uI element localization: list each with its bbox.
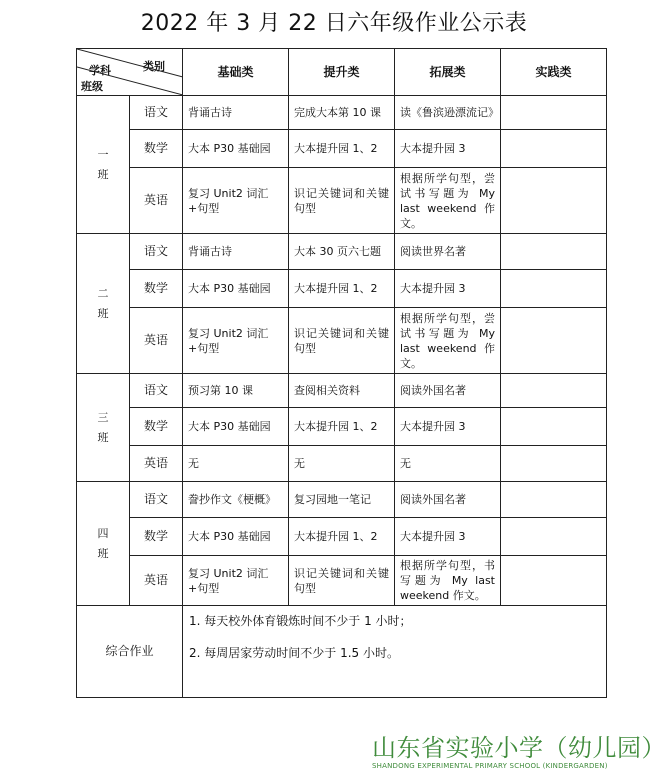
column-header-extend: 拓展类 bbox=[395, 49, 501, 96]
practice-cell bbox=[501, 308, 607, 374]
basic-cell: 无 bbox=[183, 446, 289, 482]
page-title: 2022 年 3 月 22 日六年级作业公示表 bbox=[140, 11, 528, 36]
summary-line: 2. 每周居家劳动时间不少于 1.5 小时。 bbox=[189, 646, 399, 660]
basic-cell: 大本 P30 基础园 bbox=[183, 130, 289, 168]
basic-cell: 复习 Unit2 词汇+句型 bbox=[183, 168, 289, 234]
extend-cell: 大本提升园 3 bbox=[395, 518, 501, 556]
practice-cell bbox=[501, 518, 607, 556]
subject-cell: 语文 bbox=[130, 482, 183, 518]
improve-cell: 识记关键词和关键句型 bbox=[289, 168, 395, 234]
extend-cell: 根据所学句型，书写题为 My last weekend 作文。 bbox=[395, 556, 501, 606]
improve-cell: 大本提升园 1、2 bbox=[289, 408, 395, 446]
extend-cell: 大本提升园 3 bbox=[395, 130, 501, 168]
class-label bbox=[77, 482, 130, 606]
subject-cell: 英语 bbox=[130, 446, 183, 482]
corner-header bbox=[77, 49, 183, 96]
class-label-char: 二 bbox=[97, 286, 109, 300]
subject-cell: 英语 bbox=[130, 168, 183, 234]
extend-cell: 大本提升园 3 bbox=[395, 408, 501, 446]
basic-cell: 预习第 10 课 bbox=[183, 374, 289, 408]
extend-cell: 阅读外国名著 bbox=[395, 482, 501, 518]
improve-cell: 大本 30 页六七题 bbox=[289, 234, 395, 270]
improve-cell: 识记关键词和关键句型 bbox=[289, 308, 395, 374]
practice-cell bbox=[501, 168, 607, 234]
practice-cell bbox=[501, 374, 607, 408]
corner-class-label: 班级 bbox=[81, 80, 103, 93]
practice-cell bbox=[501, 556, 607, 606]
class-label-char: 一 bbox=[97, 147, 109, 161]
subject-cell: 数学 bbox=[130, 408, 183, 446]
summary-row bbox=[77, 606, 607, 698]
subject-cell: 语文 bbox=[130, 374, 183, 408]
subject-cell: 数学 bbox=[130, 270, 183, 308]
practice-cell bbox=[501, 234, 607, 270]
table-row bbox=[77, 446, 607, 482]
subject-cell: 语文 bbox=[130, 234, 183, 270]
basic-cell: 背诵古诗 bbox=[183, 234, 289, 270]
subject-cell: 数学 bbox=[130, 518, 183, 556]
class-label-char: 班 bbox=[97, 306, 109, 320]
class-label-char: 班 bbox=[97, 546, 109, 560]
table-row bbox=[77, 234, 607, 270]
class-label-char: 三 bbox=[97, 410, 109, 424]
basic-cell: 背诵古诗 bbox=[183, 96, 289, 130]
improve-cell: 查阅相关资料 bbox=[289, 374, 395, 408]
table-row bbox=[77, 130, 607, 168]
table-row bbox=[77, 168, 607, 234]
extend-cell: 根据所学句型，尝试书写题为 My last weekend 作文。 bbox=[395, 308, 501, 374]
improve-cell: 完成大本第 10 课 bbox=[289, 96, 395, 130]
class-label-char: 班 bbox=[97, 430, 109, 444]
improve-cell: 大本提升园 1、2 bbox=[289, 518, 395, 556]
practice-cell bbox=[501, 96, 607, 130]
column-header-basic: 基础类 bbox=[183, 49, 289, 96]
class-label bbox=[77, 234, 130, 374]
corner-subject-label: 学科 bbox=[89, 64, 111, 77]
header-row bbox=[77, 49, 607, 96]
basic-cell: 大本 P30 基础园 bbox=[183, 270, 289, 308]
table-row bbox=[77, 270, 607, 308]
improve-cell: 大本提升园 1、2 bbox=[289, 130, 395, 168]
basic-cell: 大本 P30 基础园 bbox=[183, 518, 289, 556]
basic-cell: 复习 Unit2 词汇+句型 bbox=[183, 308, 289, 374]
subject-cell: 英语 bbox=[130, 308, 183, 374]
homework-table bbox=[76, 48, 607, 698]
basic-cell: 誊抄作文《梗概》 bbox=[183, 482, 289, 518]
column-header-improve: 提升类 bbox=[289, 49, 395, 96]
table-row bbox=[77, 308, 607, 374]
table-row bbox=[77, 408, 607, 446]
basic-cell: 大本 P30 基础园 bbox=[183, 408, 289, 446]
summary-line: 1. 每天校外体育锻炼时间不少于 1 小时； bbox=[189, 614, 412, 628]
table-row bbox=[77, 96, 607, 130]
subject-cell: 语文 bbox=[130, 96, 183, 130]
extend-cell: 读《鲁滨逊漂流记》 bbox=[395, 96, 501, 130]
class-label bbox=[77, 374, 130, 482]
subject-cell: 数学 bbox=[130, 130, 183, 168]
extend-cell: 大本提升园 3 bbox=[395, 270, 501, 308]
practice-cell bbox=[501, 130, 607, 168]
table-row bbox=[77, 518, 607, 556]
school-name-english: SHANDONG EXPERIMENTAL PRIMARY SCHOOL (KINDERGARDEN) bbox=[372, 762, 608, 770]
practice-cell bbox=[501, 482, 607, 518]
school-name-chinese: 山东省实验小学（幼儿园） bbox=[372, 734, 666, 762]
extend-cell: 根据所学句型，尝试书写题为 My last weekend 作文。 bbox=[395, 168, 501, 234]
table-row bbox=[77, 556, 607, 606]
extend-cell: 无 bbox=[395, 446, 501, 482]
summary-content bbox=[183, 606, 607, 698]
practice-cell bbox=[501, 270, 607, 308]
class-label-char: 四 bbox=[97, 526, 109, 540]
class-label-char: 班 bbox=[97, 167, 109, 181]
improve-cell: 无 bbox=[289, 446, 395, 482]
improve-cell: 复习园地一笔记 bbox=[289, 482, 395, 518]
table-row bbox=[77, 374, 607, 408]
subject-cell: 英语 bbox=[130, 556, 183, 606]
table-row bbox=[77, 482, 607, 518]
improve-cell: 大本提升园 1、2 bbox=[289, 270, 395, 308]
extend-cell: 阅读外国名著 bbox=[395, 374, 501, 408]
corner-category-label: 类别 bbox=[143, 60, 165, 73]
basic-cell: 复习 Unit2 词汇+句型 bbox=[183, 556, 289, 606]
column-header-practice: 实践类 bbox=[501, 49, 607, 96]
extend-cell: 阅读世界名著 bbox=[395, 234, 501, 270]
summary-label: 综合作业 bbox=[77, 606, 183, 698]
class-label bbox=[77, 96, 130, 234]
improve-cell: 识记关键词和关键句型 bbox=[289, 556, 395, 606]
practice-cell bbox=[501, 408, 607, 446]
school-logo bbox=[372, 728, 664, 776]
practice-cell bbox=[501, 446, 607, 482]
